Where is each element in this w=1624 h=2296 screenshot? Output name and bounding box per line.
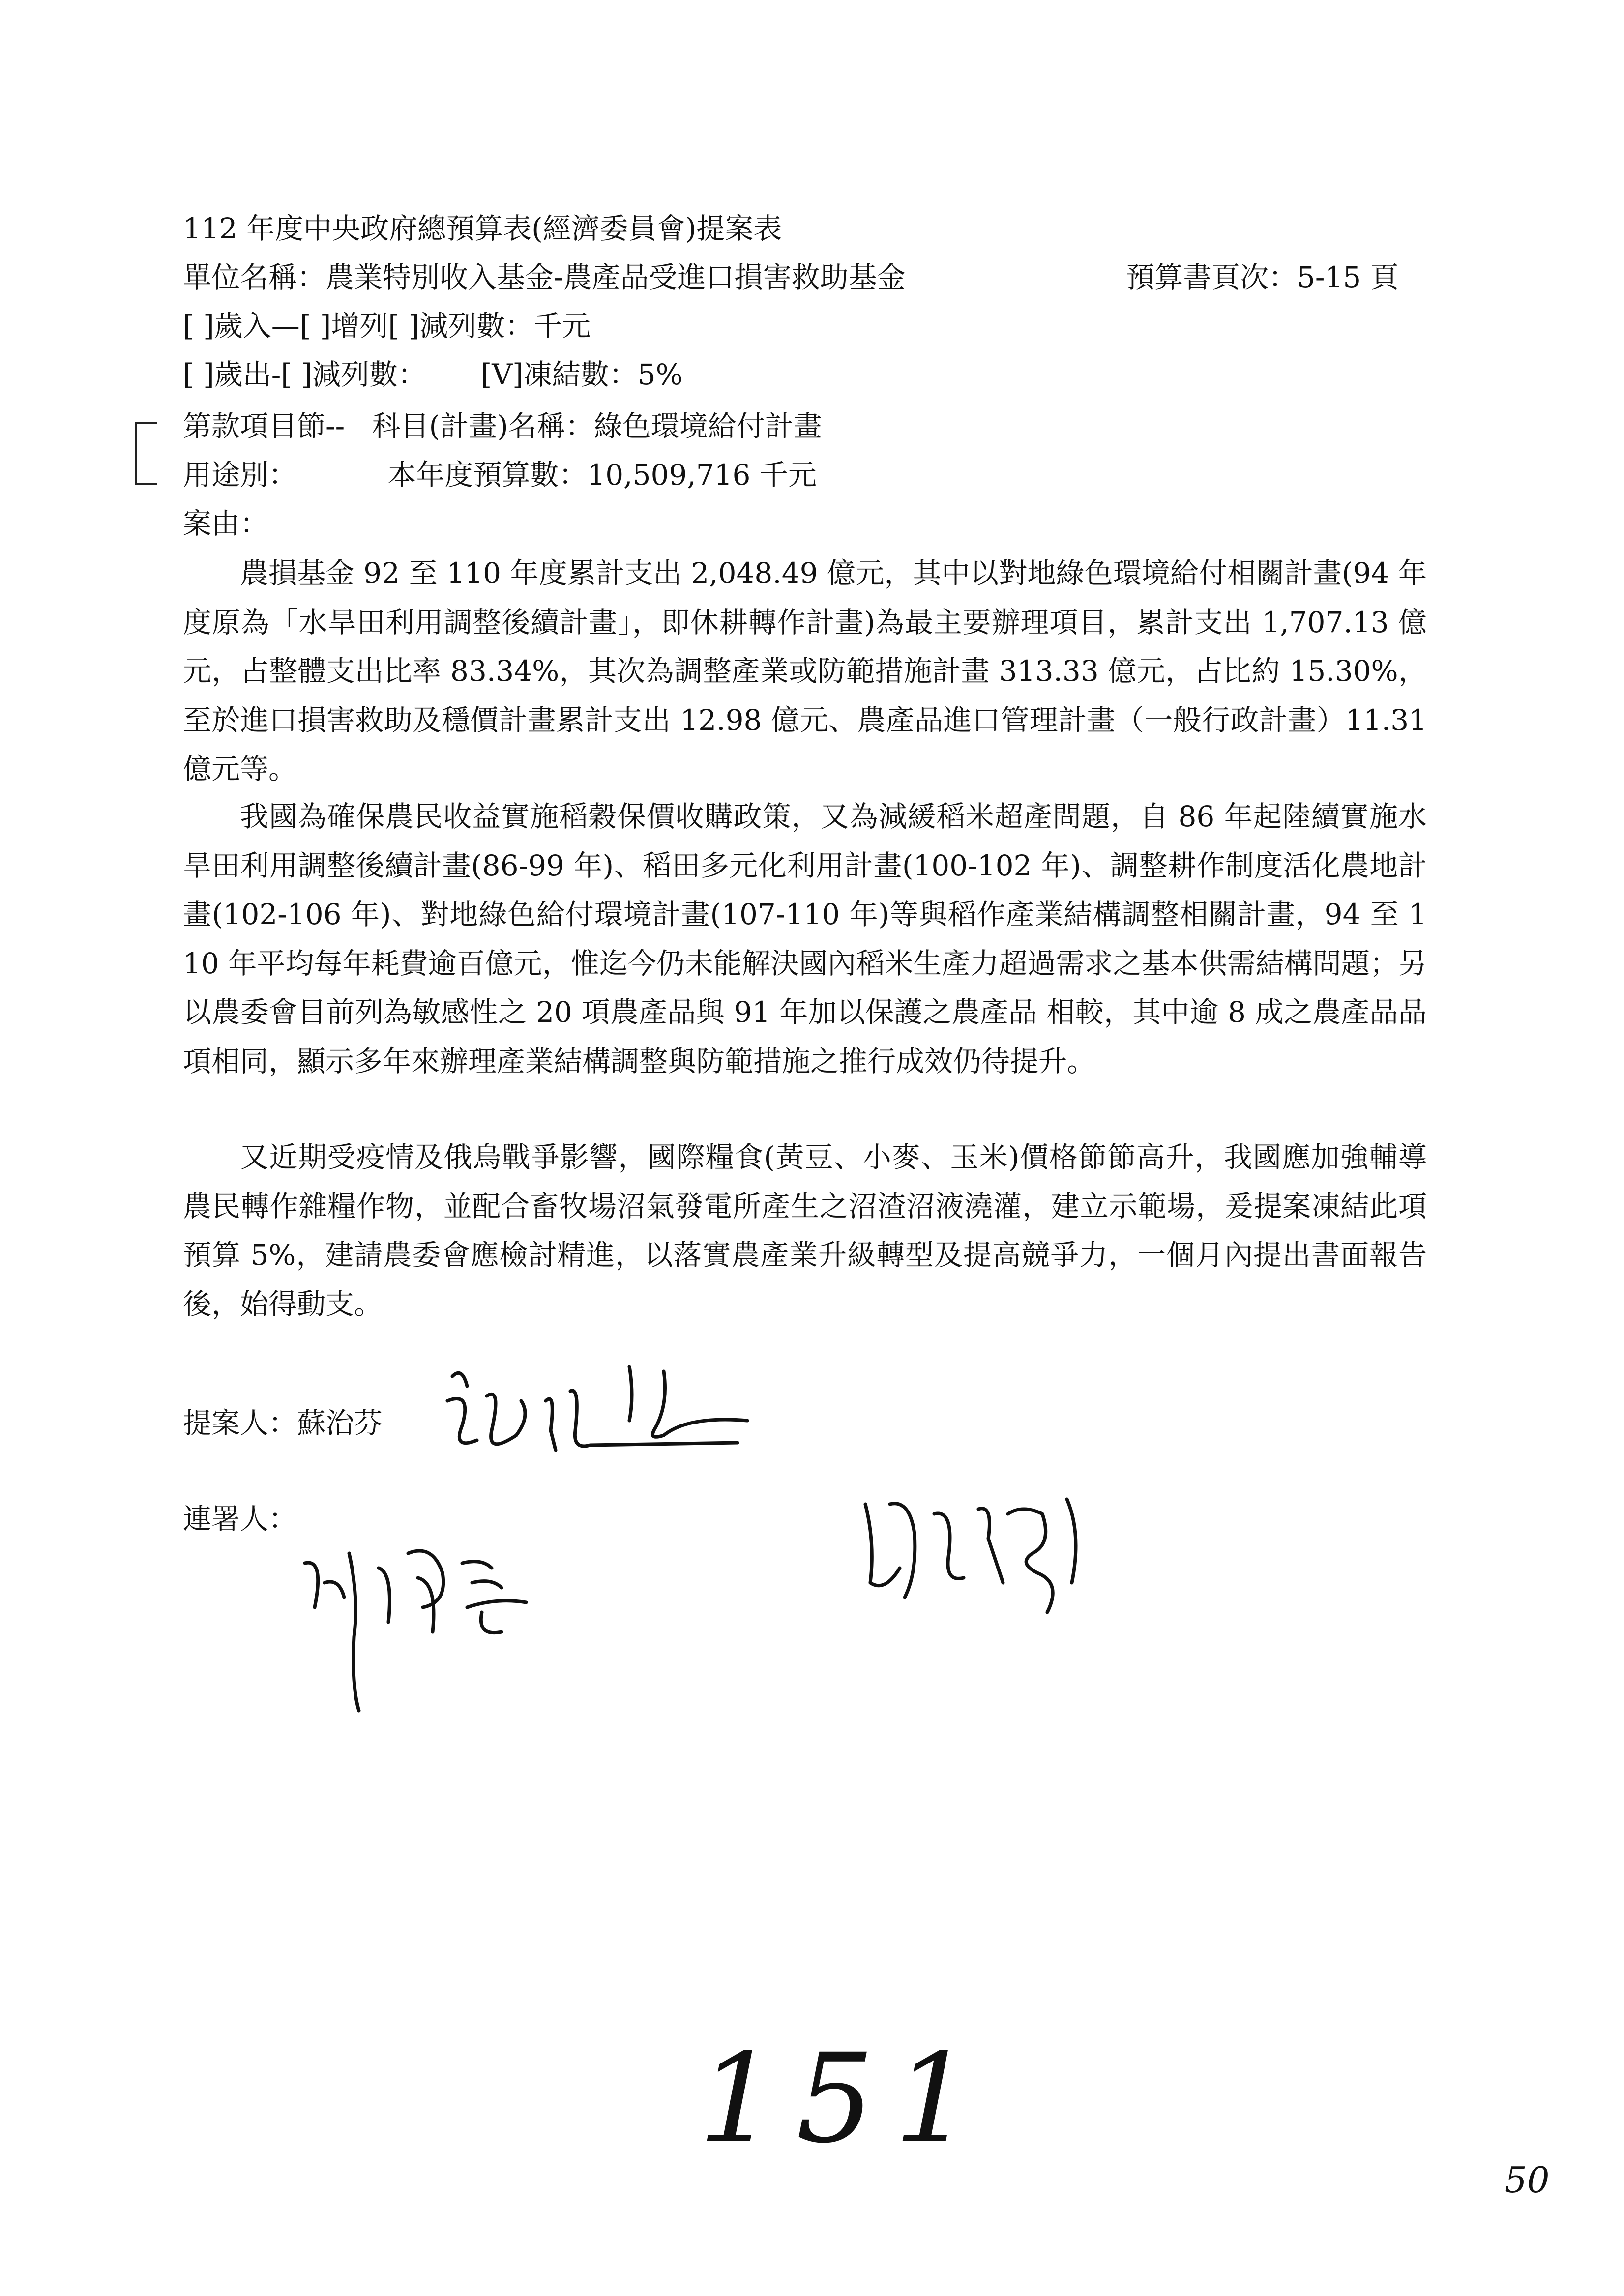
cosigner-label: 連署人：	[183, 1502, 297, 1536]
reason-paragraph-3: 又近期受疫情及俄烏戰爭影響，國際糧食(黃豆、小麥、玉米)價格節節高升，我國應加強輔導農民轉作雜糧作物，並配合畜牧場沼氣發電所產生之沼渣沼液澆灌，建立示範場，爰提案凍結此項預算 5%，建請農委會應檢討精進，以落實農產業升級轉型及提高競爭力，一個月內提出書面報告後，始得動支。	[183, 1140, 1427, 1321]
budget-item-line: 第款項目節-- 科目(計畫)名稱：綠色環境給付計畫	[183, 409, 822, 443]
budget-page-reference: 預算書頁次：5-15 頁	[1126, 261, 1399, 294]
unit-name-line: 單位名稱：農業特別收入基金-農產品受進口損害救助基金	[183, 261, 906, 294]
expenditure-line: [ ]歲出-[ ]減列數： [V]凍結數：5%	[183, 358, 683, 391]
item-bracket	[135, 422, 157, 485]
reason-paragraph-1: 農損基金 92 至 110 年度累計支出 2,048.49 億元，其中以對地綠色環境給付相關計畫(94 年度原為「水旱田利用調整後續計畫」，即休耕轉作計畫)為最主要辦理項目，累計支出 1,707.13 億元，占整體支出比率 83.34%，其次為調整產業或防範措施計畫 313.33 億元，占比約 15.30%，至於進口損害救助及穩價計畫累計支出 12.98 億元、農產品進口管理計畫（一般行政計畫）11.31 億元等。	[183, 556, 1427, 786]
proposer-label: 提案人：蘇治芬	[183, 1406, 383, 1440]
handwritten-number: 151	[698, 2027, 992, 2170]
cosigner-signature-2	[856, 1484, 1101, 1632]
revenue-line: [ ]歲入—[ ]增列[ ]減列數：千元	[183, 309, 591, 343]
document-title: 112 年度中央政府總預算表(經濟委員會)提案表	[183, 212, 782, 245]
page-number: 50	[1505, 2159, 1550, 2201]
proposer-signature	[433, 1357, 787, 1470]
cosigner-signature-1	[295, 1524, 551, 1720]
reason-paragraph-2: 我國為確保農民收益實施稻穀保價收購政策，又為減緩稻米超產問題，自 86 年起陸續實施水旱田利用調整後續計畫(86-99 年)、稻田多元化利用計畫(100-102 年)、調整耕作制度活化農地計畫(102-106 年)、對地綠色給付環境計畫(107-110 年)等與稻作產業結構調整相關計畫，94 至 110 年平均每年耗費逾百億元，惟迄今仍未能解決國內稻米生產力超過需求之基本供需結構問題；另以農委會目前列為敏感性之 20 項農產品與 91 年加以保護之農產品 相較，其中逾 8 成之農產品品項相同，顯示多年來辦理產業結構調整與防範措施之推行成效仍待提升。	[183, 800, 1427, 1078]
usage-line: 用途別： 本年度預算數：10,509,716 千元	[183, 458, 817, 492]
reason-label: 案由：	[183, 507, 269, 540]
